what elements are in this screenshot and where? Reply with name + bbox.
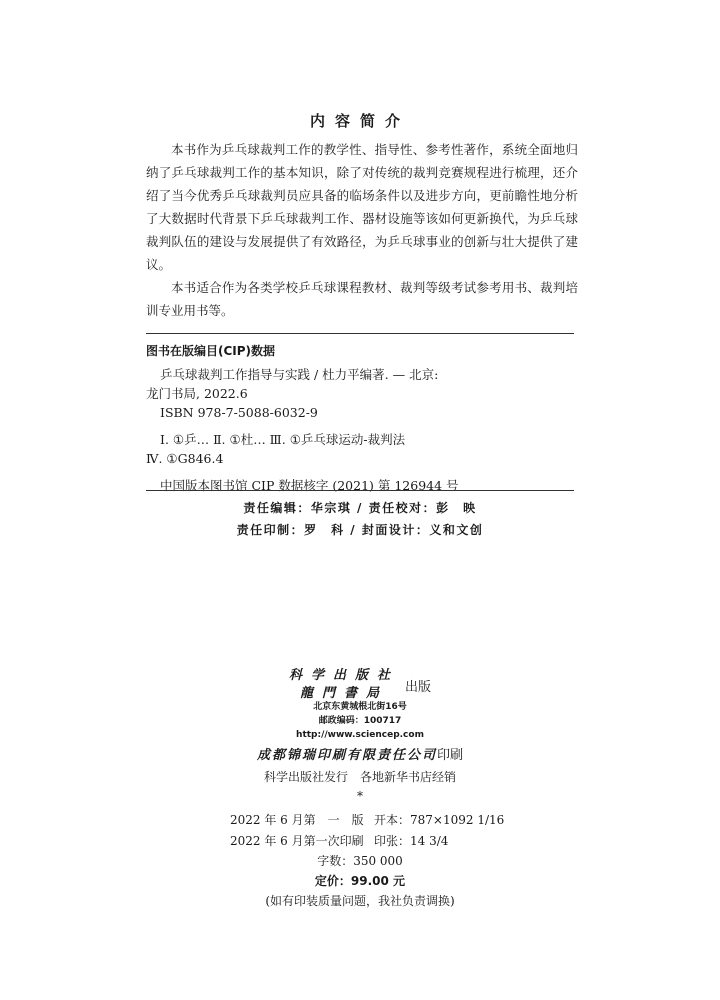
publisher-logotype (289, 667, 399, 703)
word-count: 字数：350 000 (317, 854, 403, 868)
page-title: 内容简介 (309, 112, 410, 130)
intro-paragraph-2: 本书适合作为各类学校乒乓球课程教材、裁判等级考试参考用书、裁判培训专业用书等。 (146, 280, 578, 318)
cip-isbn: ISBN 978-7-5088-6032-9 (160, 405, 318, 420)
printer-name: 成都锦瑞印刷有限责任公司 (256, 748, 437, 763)
printer-line (0, 744, 720, 763)
staff-line-1: 责任编辑：华宗琪 / 责任校对：彭 映 (243, 501, 477, 515)
cip-classification-2: Ⅳ. ①G846.4 (146, 451, 224, 466)
publisher-postcode: 邮政编码：100717 (318, 716, 402, 726)
price: 定价：99.00 元 (314, 874, 406, 888)
separator-star: * (357, 789, 363, 803)
quality-note: (如有印装质量问题，我社负责调换) (265, 894, 455, 908)
intro-paragraph-1: 本书作为乒乓球裁判工作的教学性、指导性、参考性著作，系统全面地归纳了乒乓球裁判工作的基本知识，除了对传统的裁判竞赛规程进行梳理，还介绍了当今优秀乒乓球裁判员应具备的临场条件以及进步方向，更前瞻性地分析了大数据时代背景下乒乓球裁判工作、器材设施等该如何更新换代，为乒乓球裁判队伍的建设与发展提供了有效路径，为乒乓球事业的创新与壮大提供了建议。 (146, 142, 578, 272)
cip-classification-1: Ⅰ. ①乒… Ⅱ. ①杜… Ⅲ. ①乒乓球运动-裁判法 (160, 432, 406, 447)
sheets-info: 印张：14 3/4 (374, 834, 449, 848)
first-printing: 2022 年 6 月第一次印刷 (230, 834, 364, 848)
cip-title-line: 乒乓球裁判工作指导与实践 / 杜力平编著. — 北京: (160, 367, 439, 382)
cip-bottom-rule (146, 490, 574, 491)
format-info: 开本：787×1092 1/16 (374, 813, 505, 827)
publisher-address-block (0, 700, 720, 742)
publisher-names (289, 667, 431, 703)
staff-credits (0, 497, 720, 541)
staff-line-2: 责任印制：罗 科 / 封面设计：义和文创 (236, 523, 484, 537)
cip-heading: 图书在版编目(CIP)数据 (146, 344, 276, 358)
introduction (146, 138, 578, 322)
publisher-name-science-press: 科学出版社 (288, 668, 399, 683)
cip-record-number: 中国版本图书馆 CIP 数据核字 (2021) 第 126944 号 (160, 478, 459, 493)
publisher-name-longmen: 龍門書局 (299, 686, 388, 701)
cip-data-block (146, 342, 574, 495)
publish-label: 出版 (405, 679, 432, 695)
publisher-website: http://www.sciencep.com (296, 730, 424, 740)
edition-info (0, 810, 720, 852)
cip-publisher-line: 龙门书局, 2022.6 (146, 386, 248, 401)
first-edition: 2022 年 6 月第 一 版 (230, 813, 364, 827)
distribution-line: 科学出版社发行 各地新华书店经销 (263, 770, 456, 784)
publisher-block (0, 664, 720, 703)
cip-top-rule (146, 333, 574, 334)
printer-suffix: 印刷 (437, 748, 464, 763)
publisher-address: 北京东黄城根北街16号 (313, 702, 407, 712)
